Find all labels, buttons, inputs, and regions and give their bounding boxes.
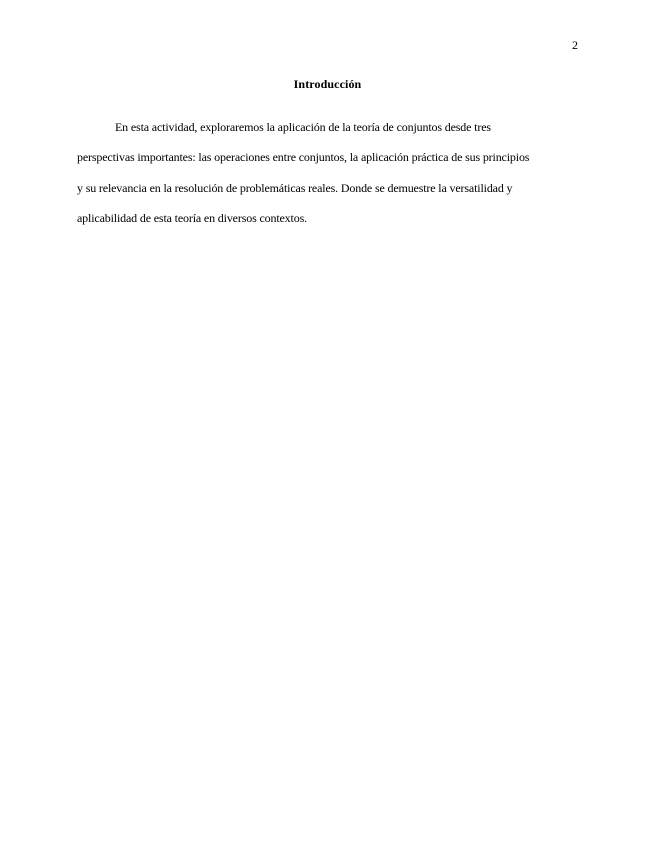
paragraph-line: perspectivas importantes: las operaciones entre conjuntos, la aplicación práctica de sus principios <box>77 150 530 165</box>
page-number: 2 <box>572 38 578 52</box>
paragraph-line: y su relevancia en la resolución de problemáticas reales. Donde se demuestre la versatilidad y <box>77 180 513 195</box>
introduction-paragraph <box>77 112 579 233</box>
paragraph-line: En esta actividad, exploraremos la aplicación de la teoría de conjuntos desde tres <box>115 120 491 134</box>
paragraph-line: aplicabilidad de esta teoría en diversos contextos. <box>77 210 307 225</box>
section-heading: Introducción <box>293 77 362 91</box>
